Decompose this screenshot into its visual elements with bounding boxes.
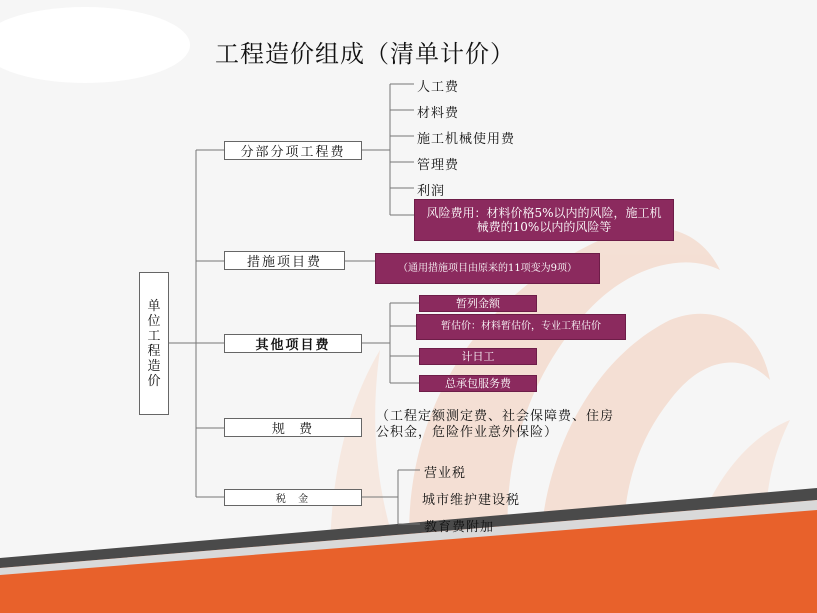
cuoshi-note <box>375 253 600 284</box>
fenbu-item-machinery: 施工机械使用费 <box>417 132 516 147</box>
root-char: 程 <box>147 343 161 359</box>
qita-item-label: 总承包服务费 <box>445 377 511 390</box>
fenbu-risk-note <box>414 199 674 241</box>
qita-item-label: 计日工 <box>461 350 495 363</box>
shuijin-item-education-surcharge: 教育费附加 <box>424 520 495 535</box>
shuijin-item-urban-construction-tax: 城市维护建设税 <box>422 493 521 508</box>
branch-fenbu <box>224 141 362 160</box>
root-char: 造 <box>147 358 161 374</box>
branch-shuijin <box>224 489 362 506</box>
branch-guifei <box>224 418 362 437</box>
page-title: 工程造价组成（清单计价） <box>215 40 515 68</box>
qita-item-label: 暂估价：材料暂估价，专业工程估价 <box>441 321 601 332</box>
root-char: 工 <box>147 328 161 344</box>
shuijin-item-business-tax: 营业税 <box>424 466 467 481</box>
qita-item-general-contract-service <box>419 375 537 392</box>
qita-item-label: 暂列金额 <box>456 297 500 310</box>
fenbu-item-profit: 利润 <box>417 184 446 199</box>
guifei-note: （工程定额测定费、社会保障费、住房公积金，危险作业意外保险） <box>376 409 615 440</box>
qita-item-provisional-sum <box>419 295 537 312</box>
branch-cuoshi <box>224 251 345 270</box>
qita-item-daywork <box>419 348 537 365</box>
root-char: 位 <box>147 313 161 329</box>
branch-qita <box>224 334 362 353</box>
fenbu-risk-text: 风险费用：材料价格5%以内的风险，施工机械费的10%以内的风险等 <box>426 206 662 234</box>
fenbu-item-material: 材料费 <box>417 106 460 121</box>
branch-shuijin-label: 税 金 <box>275 494 311 505</box>
root-node-unit-cost <box>139 272 169 415</box>
branch-guifei-label: 规 费 <box>271 422 315 437</box>
fenbu-item-labor: 人工费 <box>417 80 460 95</box>
branch-qita-label: 其他项目费 <box>255 338 331 353</box>
root-char: 价 <box>147 373 161 389</box>
branch-cuoshi-label: 措施项目费 <box>246 255 322 270</box>
branch-fenbu-label: 分部分项工程费 <box>240 145 346 160</box>
qita-item-provisional-estimate <box>416 314 626 340</box>
cuoshi-note-text: （通用措施项目由原来的11项变为9项） <box>397 262 578 274</box>
fenbu-item-management: 管理费 <box>417 158 460 173</box>
root-char: 单 <box>147 298 161 314</box>
